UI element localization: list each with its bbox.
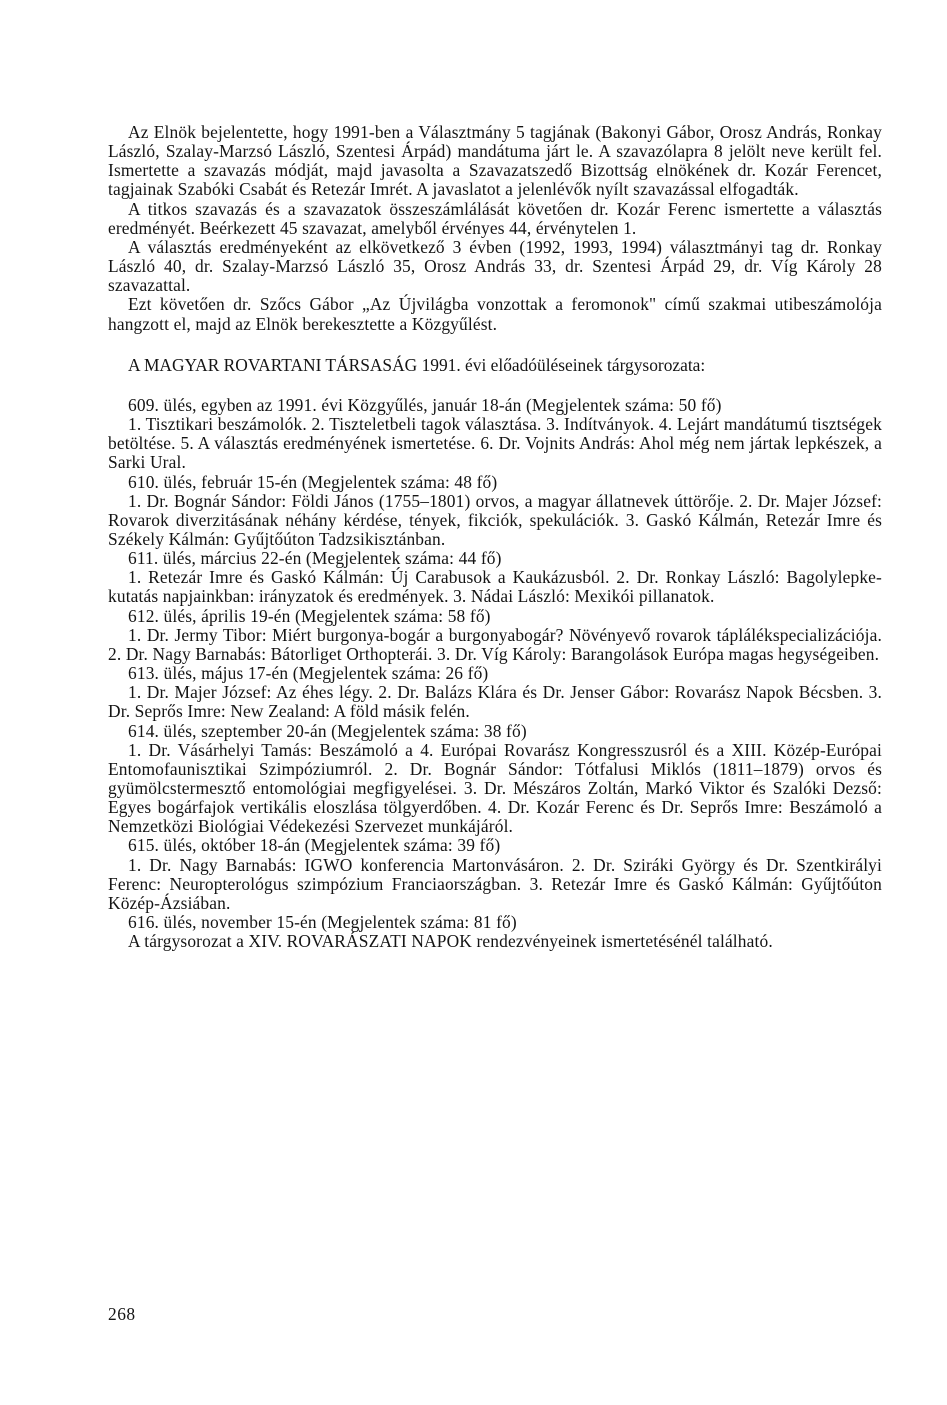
page-number: 268 (108, 1304, 136, 1324)
session-614-body: 1. Dr. Vásárhelyi Tamás: Beszámoló a 4. Európai Rovarász Kongresszusról és a XIII. Közép-Európai Entomofaunisztikai Szimpóziumról. 2. Dr. Bognár Sándor: Tótfalusi Miklós (1811–1879) orvos és gyümölcstermesztő entomológiai megfigyelései. 3. Dr. Mészáros Zoltán, Markó Viktor és Szalóki Dezső: Egyes bogárfajok vertikális eloszlása tölgyerdőben. 4. Dr. Kozár Ferenc és Dr. Seprős Imre: Beszámoló a Nemzetközi Biológiai Védekezési Szervezet munkájáról. (108, 739, 882, 837)
intro-paragraph-3: A választás eredményeként az elkövetkező 3 évben (1992, 1993, 1994) választmányi tag dr. Ronkay László 40, dr. Szalay-Marzsó László 35, Orosz András 33, dr. Szentesi Árpád 29, dr. Víg Károly 28 szavazattal. (108, 236, 882, 296)
session-614-title: 614. ülés, szeptember 20-án (Megjelentek száma: 38 fő) (128, 720, 527, 741)
document-page (108, 123, 882, 951)
session-615-body: 1. Dr. Nagy Barnabás: IGWO konferencia Martonvásáron. 2. Dr. Sziráki György és Dr. Szentkirályi Ferenc: Neuropterológus szimpózium Franciaországban. 3. Retezár Imre és Gaskó Kálmán: Gyűjtőúton Közép-Ázsiában. (108, 854, 882, 913)
session-609-title: 609. ülés, egyben az 1991. évi Közgyűlés, január 18-án (Megjelentek száma: 50 fő) (128, 394, 722, 415)
session-611-body: 1. Retezár Imre és Gaskó Kálmán: Új Carabusok a Kaukázusból. 2. Dr. Ronkay László: Bagolylepke-kutatás napjainkban: irányzatok és eredmények. 3. Nádai László: Mexikói pillanatok. (108, 567, 882, 607)
session-612-body: 1. Dr. Jermy Tibor: Miért burgonya-bogár a burgonyabogár? Növényevő rovarok táplálékspecializációja. 2. Dr. Nagy Barnabás: Bátorliget Orthopterái. 3. Dr. Víg Károly: Barangolások Európa magas hegységeiben. (108, 624, 882, 664)
intro-paragraph-2: A titkos szavazás és a szavazatok összeszámlálását követően dr. Kozár Ferenc ismertette a választás eredményét. Beérkezett 45 szavazat, amelyből érvényes 44, érvénytelen 1. (108, 198, 882, 238)
session-611-title: 611. ülés, március 22-én (Megjelentek száma: 44 fő) (128, 548, 502, 569)
session-609-body: 1. Tisztikari beszámolók. 2. Tiszteletbeli tagok választása. 3. Indítványok. 4. Lejárt mandátumú tisztségek betöltése. 5. A választás eredményének ismertetése. 6. Dr. Vojnits András: Ahol még nem jártak lepkészek, a Sarki Ural. (108, 414, 882, 473)
session-616-body: A tárgysorozat a XIV. ROVARÁSZATI NAPOK rendezvényeinek ismertetésénél található. (128, 931, 773, 952)
session-612-title: 612. ülés, április 19-én (Megjelentek száma: 58 fő) (128, 605, 491, 626)
session-613-title: 613. ülés, május 17-én (Megjelentek száma: 26 fő) (128, 663, 489, 684)
session-616-title: 616. ülés, november 15-én (Megjelentek száma: 81 fő) (128, 912, 517, 933)
intro-paragraph-4: Ezt követően dr. Szőcs Gábor „Az Újvilágba vonzottak a feromonok" című szakmai utibeszámolója hangzott el, majd az Elnök berekesztette a Közgyűlést. (108, 294, 882, 334)
session-610-body: 1. Dr. Bognár Sándor: Földi János (1755–1801) orvos, a magyar állatnevek úttörője. 2. Dr. Majer József: Rovarok diverzitásának néhány kérdése, tények, fikciók, spekulációk. 3. Gaskó Kálmán, Retezár Imre és Székely Kálmán: Gyűjtőúton Tadzsikisztánban. (108, 490, 882, 549)
session-610-title: 610. ülés, február 15-én (Megjelentek száma: 48 fő) (128, 471, 498, 492)
intro-paragraph-1: Az Elnök bejelentette, hogy 1991-ben a Választmány 5 tagjának (Bakonyi Gábor, Orosz András, Ronkay László, Szalay-Marzsó László, Szentesi Árpád) mandátuma járt le. A szavazólapra 8 jelölt neve került fel. Ismertette a szavazás módját, majd javasolta a Szavazatszedő Bizottság elnökének dr. Kozár Ferencet, tagjainak Szabóki Csabát és Retezár Imrét. A javaslatot a jelenlévők nyílt szavazással elfogadták. (108, 122, 882, 200)
section-heading: A MAGYAR ROVARTANI TÁRSASÁG 1991. évi előadóüléseinek tárgysorozata: (128, 354, 706, 375)
session-615-title: 615. ülés, október 18-án (Megjelentek száma: 39 fő) (128, 835, 501, 856)
session-613-body: 1. Dr. Majer József: Az éhes légy. 2. Dr. Balázs Klára és Dr. Jenser Gábor: Rovarász Napok Bécsben. 3. Dr. Seprős Imre: New Zealand: A föld másik felén. (108, 682, 882, 722)
